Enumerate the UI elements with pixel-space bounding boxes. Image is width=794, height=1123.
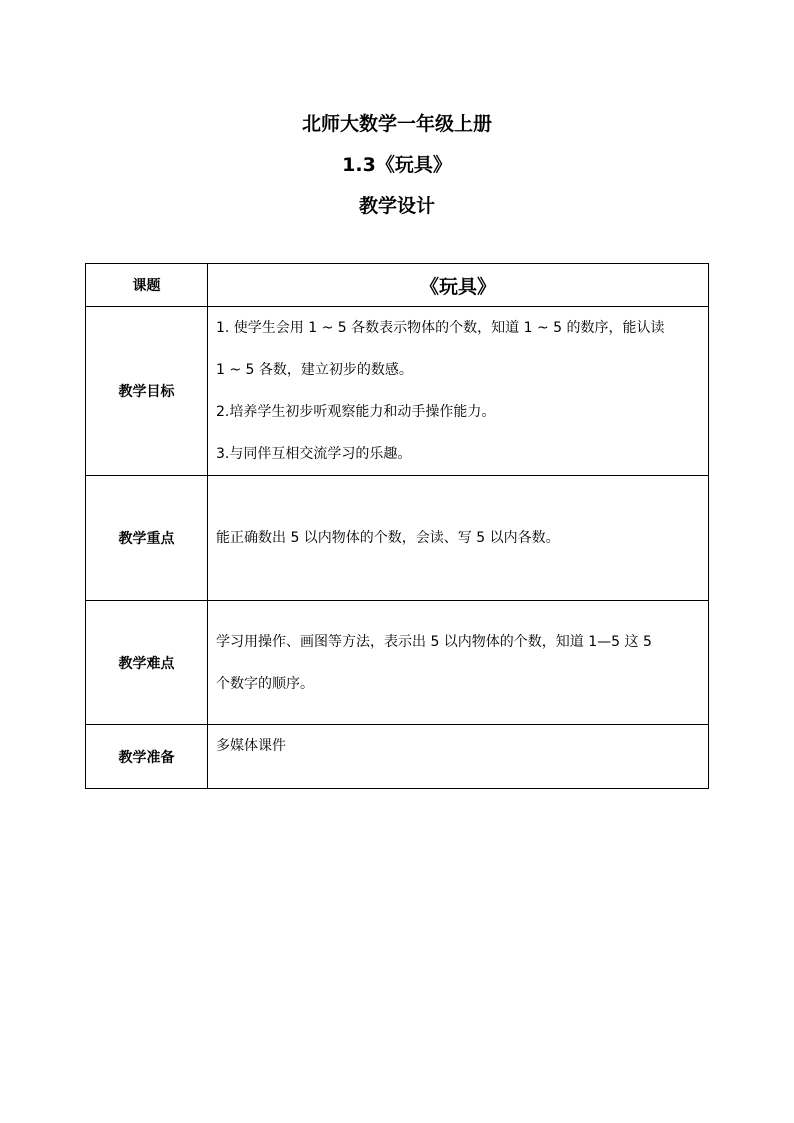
key-point-line: 能正确数出 5 以内物体的个数，会读、写 5 以内各数。 bbox=[216, 530, 560, 546]
row-objectives bbox=[86, 307, 709, 476]
row-difficulties bbox=[86, 601, 709, 725]
label-key-points: 教学重点 bbox=[86, 476, 208, 601]
objective-line: 2.培养学生初步听观察能力和动手操作能力。 bbox=[216, 404, 496, 420]
row-preparation bbox=[86, 725, 709, 789]
value-key-points bbox=[208, 476, 709, 601]
objective-line: 1. 使学生会用 1 ~ 5 各数表示物体的个数，知道 1 ~ 5 的数序，能认读 bbox=[216, 320, 665, 336]
preparation-line: 多媒体课件 bbox=[216, 738, 286, 754]
difficulty-line: 个数字的顺序。 bbox=[216, 675, 314, 692]
value-difficulties bbox=[208, 601, 709, 725]
title-doc-type: 教学设计 bbox=[358, 195, 435, 217]
objective-line: 1 ~ 5 各数，建立初步的数感。 bbox=[216, 362, 413, 378]
label-difficulties: 教学难点 bbox=[86, 601, 208, 725]
objective-line: 3.与同伴互相交流学习的乐趣。 bbox=[216, 446, 412, 462]
title-textbook: 北师大数学一年级上册 bbox=[301, 113, 492, 135]
value-topic: 《玩具》 bbox=[208, 264, 709, 307]
difficulty-line: 学习用操作、画图等方法，表示出 5 以内物体的个数，知道 1—5 这 5 bbox=[216, 633, 652, 650]
row-topic bbox=[86, 264, 709, 307]
title-lesson: 1.3《玩具》 bbox=[342, 154, 452, 176]
row-key-points bbox=[86, 476, 709, 601]
label-topic: 课题 bbox=[86, 264, 208, 307]
label-preparation: 教学准备 bbox=[86, 725, 208, 789]
document-title bbox=[0, 104, 794, 227]
value-objectives bbox=[208, 307, 709, 476]
value-preparation bbox=[208, 725, 709, 789]
label-objectives: 教学目标 bbox=[86, 307, 208, 476]
lesson-plan-table bbox=[85, 263, 709, 789]
